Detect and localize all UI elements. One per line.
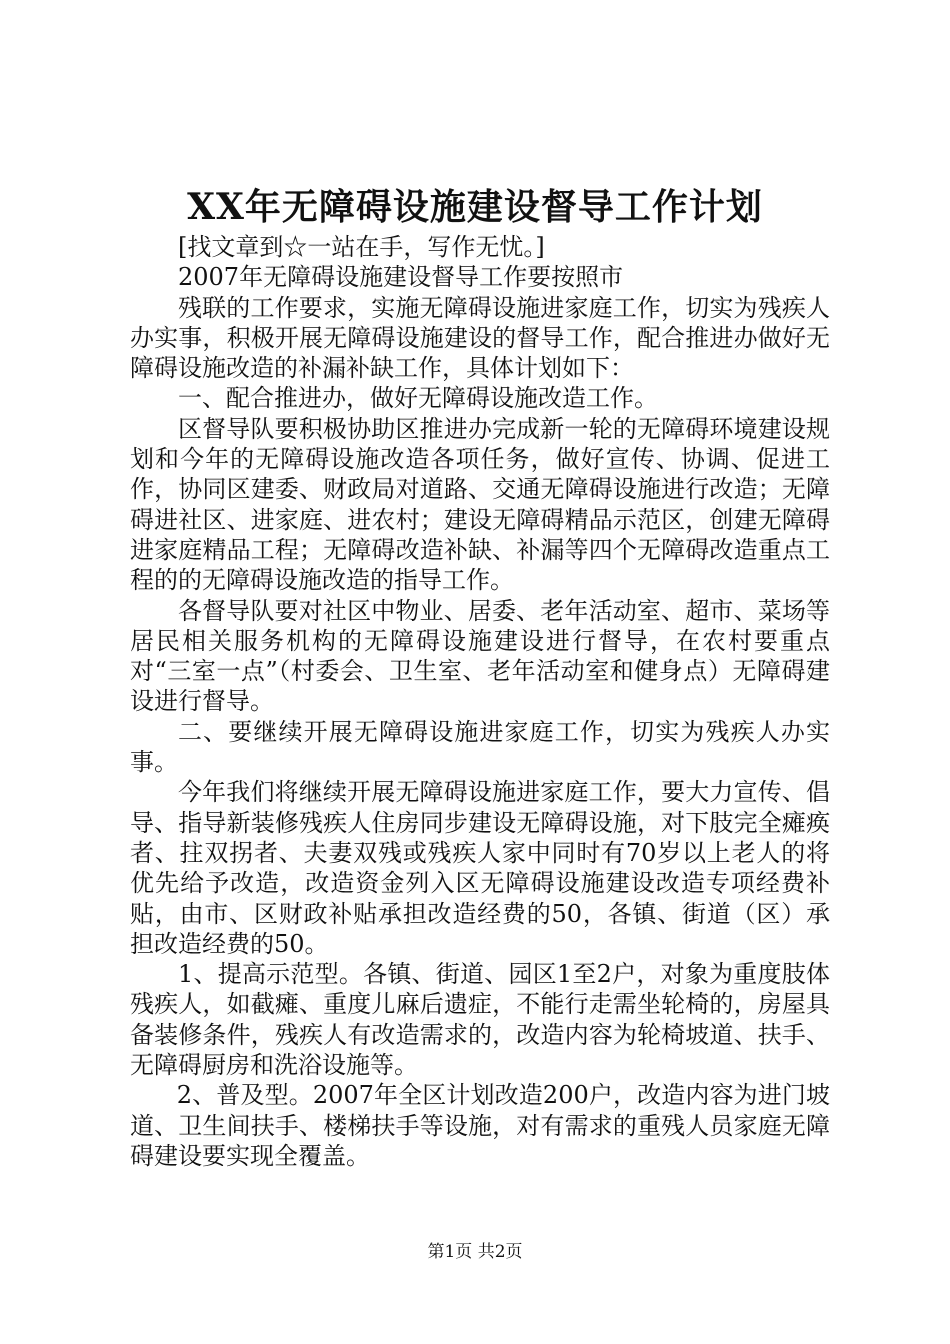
- paragraph-section-1-supervision: 各督导队要对社区中物业、居委、老年活动室、超市、菜场等居民相关服务机构的无障碍设施建设进行督导，在农村要重点对“三室一点”（村委会、卫生室、老年活动室和健身点）无障碍建设进行督导。: [130, 596, 830, 716]
- section-heading-1: 一、配合推进办，做好无障碍设施改造工作。: [178, 384, 658, 413]
- paragraph-item-1: 1、提高示范型。各镇、街道、园区1至2户，对象为重度肢体残疾人，如截瘫、重度儿麻后遗症，不能行走需坐轮椅的，房屋具备装修条件，残疾人有改造需求的，改造内容为轮椅坡道、扶手、无障碍厨房和洗浴设施等。: [130, 960, 830, 1080]
- paragraph-section-2-detail: 今年我们将继续开展无障碍设施进家庭工作，要大力宣传、倡导、指导新装修残疾人住房同步建设无障碍设施，对下肢完全瘫痪者、拄双拐者、夫妻双残或残疾人家中同时有70岁以上老人的将优先给予改造，改造资金列入区无障碍设施建设改造专项经费补贴，由市、区财政补贴承担改造经费的50，各镇、街道（区）承担改造经费的50。: [130, 778, 830, 958]
- page-footer: 第1页 共2页: [427, 1242, 523, 1262]
- paragraph-section-1-detail: 区督导队要积极协助区推进办完成新一轮的无障碍环境建设规划和今年的无障碍设施改造各项任务，做好宣传、协调、促进工作，协同区建委、财政局对道路、交通无障碍设施进行改造；无障碍进社区、进家庭、进农村；建设无障碍精品示范区，创建无障碍进家庭精品工程；无障碍改造补缺、补漏等四个无障碍改造重点工程的的无障碍设施改造的指导工作。: [130, 414, 830, 595]
- document-body: [130, 232, 830, 1171]
- paragraph-opening-line: 2007年无障碍设施建设督导工作要按照市: [178, 263, 624, 292]
- paragraph-overview: 残联的工作要求，实施无障碍设施进家庭工作，切实为残疾人办实事，积极开展无障碍设施建设的督导工作，配合推进办做好无障碍设施改造的补漏补缺工作，具体计划如下：: [130, 293, 830, 383]
- paragraph-item-2: 2、普及型。2007年全区计划改造200户，改造内容为进门坡道、卫生间扶手、楼梯扶手等设施，对有需求的重残人员家庭无障碍建设要实现全覆盖。: [130, 1081, 830, 1170]
- document-title: XX年无障碍设施建设督导工作计划: [187, 186, 763, 228]
- paragraph-intro-note: [找文章到☆一站在手，写作无忧。]: [178, 233, 545, 261]
- section-heading-2: 二、要继续开展无障碍设施进家庭工作，切实为残疾人办实事。: [130, 717, 830, 777]
